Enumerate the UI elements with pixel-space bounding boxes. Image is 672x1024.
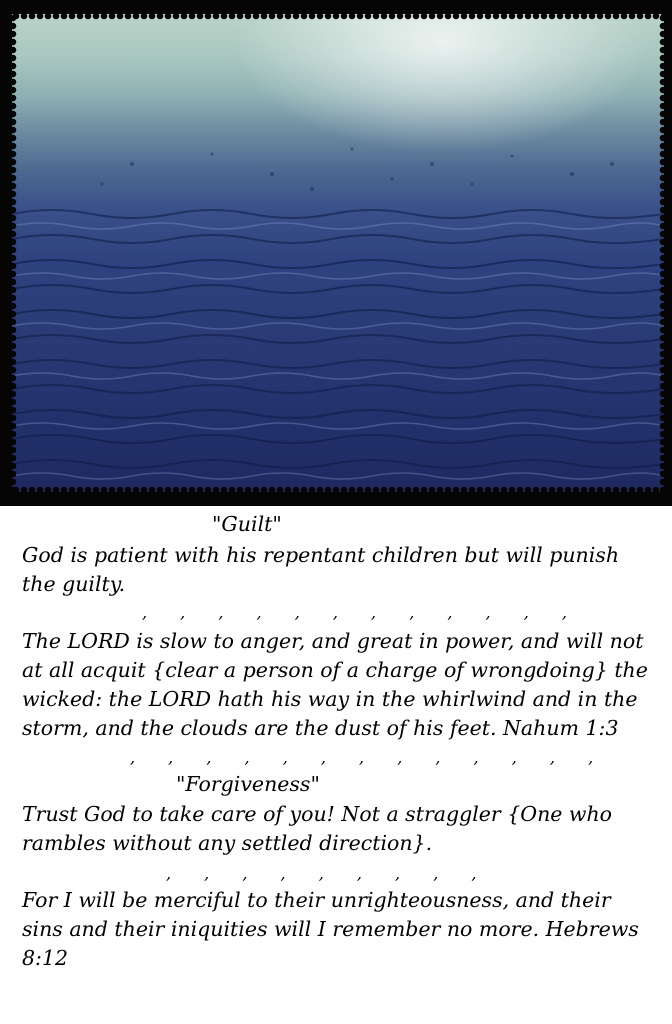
nahum-verse: The LORD is slow to anger, and great in power, and will not at all acquit {clear a person of a charge of wrongdoing} the wicked: the LORD hath his way in the whirlwind and in the storm, and the clouds are the dust of his feet. Nahum 1:3 [22, 629, 648, 740]
guilt-lesson: God is patient with his repentant children but will punish the guilty. [22, 543, 620, 596]
separator-ticks: , , , , , , , , , , , , , [130, 748, 608, 767]
hebrews-verse: For I will be merciful to their unrighteousness, and their sins and their iniquities will I remember no more. Hebrews 8:12 [22, 888, 639, 970]
forgiveness-title: "Forgiveness" [176, 772, 320, 796]
ocean-water-photo [12, 14, 664, 492]
separator-ticks: , , , , , , , , , , , , [142, 603, 581, 622]
forgiveness-lesson: Trust God to take care of you! Not a straggler {One who rambles without any settled direction}. [22, 802, 613, 855]
separator-ticks: , , , , , , , , , [166, 864, 491, 883]
guilt-title: "Guilt" [212, 512, 282, 536]
photo-frame [0, 0, 672, 506]
